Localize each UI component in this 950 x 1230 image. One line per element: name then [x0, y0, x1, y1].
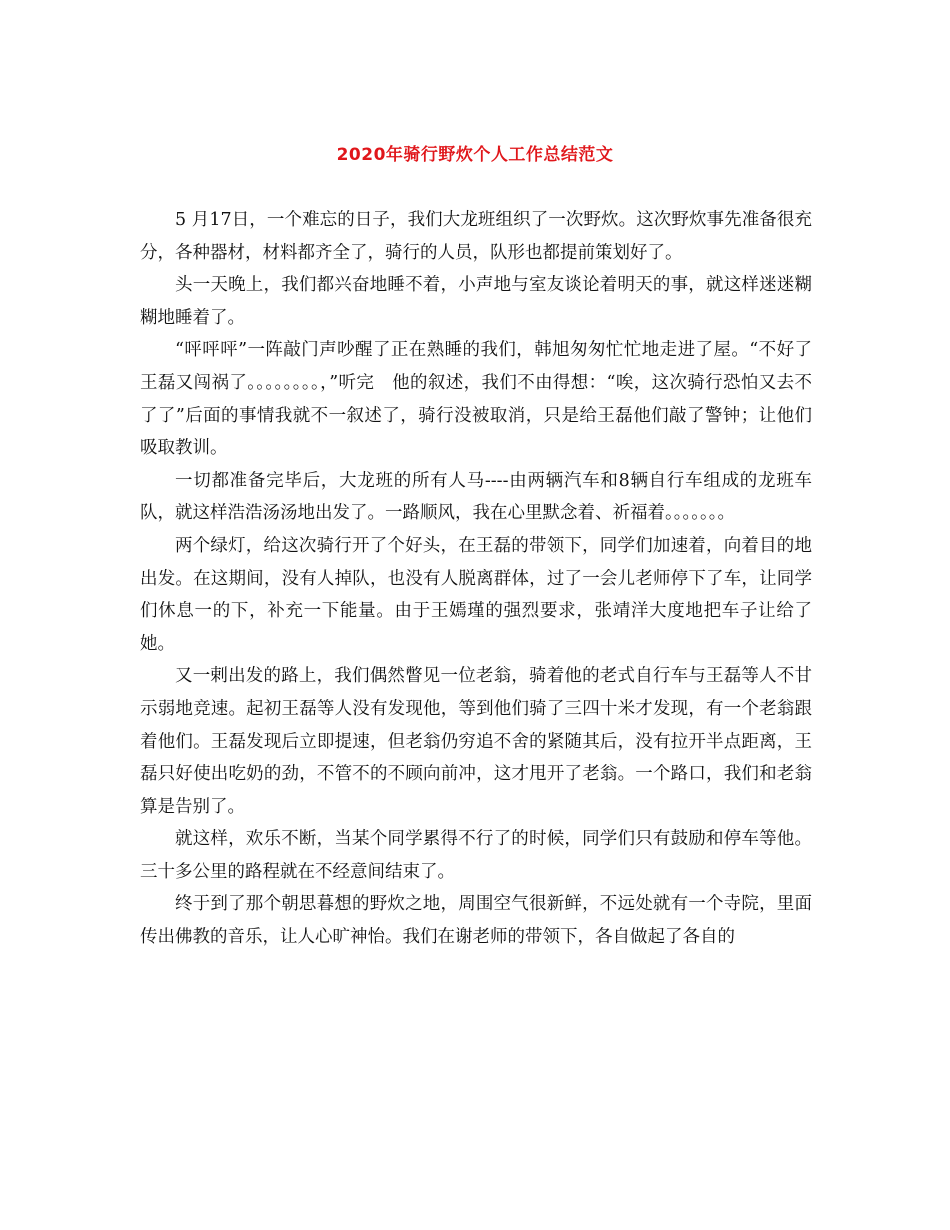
paragraph: 两个绿灯，给这次骑行开了个好头，在王磊的带领下，同学们加速着，向着目的地出发。在这期间，没有人掉队，也没有人脱离群体，过了一会儿老师停下了车，让同学们休息一的下，补充一下能量。由于王嫣瑾的强烈要求，张靖洋大度地把车子让给了她。 — [140, 535, 812, 654]
paragraph: 5 月17日，一个难忘的日子，我们大龙班组织了一次野炊。这次野炊事先准备很充分，各种器材，材料都齐全了，骑行的人员，队形也都提前策划好了。 — [140, 210, 812, 263]
paragraph: 终于到了那个朝思暮想的野炊之地，周围空气很新鲜，不远处就有一个寺院，里面传出佛教的音乐，让人心旷神怡。我们在谢老师的带领下，各自做起了各自的 — [140, 894, 812, 948]
paragraph: 头一天晚上，我们都兴奋地睡不着，小声地与室友谈论着明天的事，就这样迷迷糊糊地睡着了。 — [140, 275, 812, 328]
paragraph: 一切都准备完毕后，大龙班的所有人马----由两辆汽车和8辆自行车组成的龙班车队，就这样浩浩汤汤地出发了。一路顺风，我在心里默念着、祈福着。。。。。。。 — [140, 470, 812, 524]
paragraph: “呯呯呯”一阵敲门声吵醒了正在熟睡的我们，韩旭匆匆忙忙地走进了屋。“不好了王磊又闯祸了。。。。。。。。，”听完 他的叙述，我们不由得想：“唉，这次骑行恐怕又去不了了”后面的事情我就不一叙述了，骑行没被取消，只是给王磊他们敲了警钟；让他们吸取教训。 — [140, 340, 812, 459]
paragraph: 又一剌出发的路上，我们偶然瞥见一位老翁，骑着他的老式自行车与王磊等人不甘示弱地竞速。起初王磊等人没有发现他，等到他们骑了三四十米才发现，有一个老翁跟着他们。王磊发现后立即提速，但老翁仍穷追不舍的紧随其后，没有拉开半点距离，王磊只好使出吃奶的劲，不管不的不顾向前冲，这才甩开了老翁。一个路口，我们和老翁算是告别了。 — [140, 666, 812, 817]
document-body — [140, 204, 812, 954]
document-title: 2020年骑行野炊个人工作总结范文 — [336, 145, 614, 165]
paragraph: 就这样，欢乐不断，当某个同学累得不行了的时候，同学们只有鼓励和停车等他。三十多公里的路程就在不经意间结束了。 — [140, 829, 812, 882]
